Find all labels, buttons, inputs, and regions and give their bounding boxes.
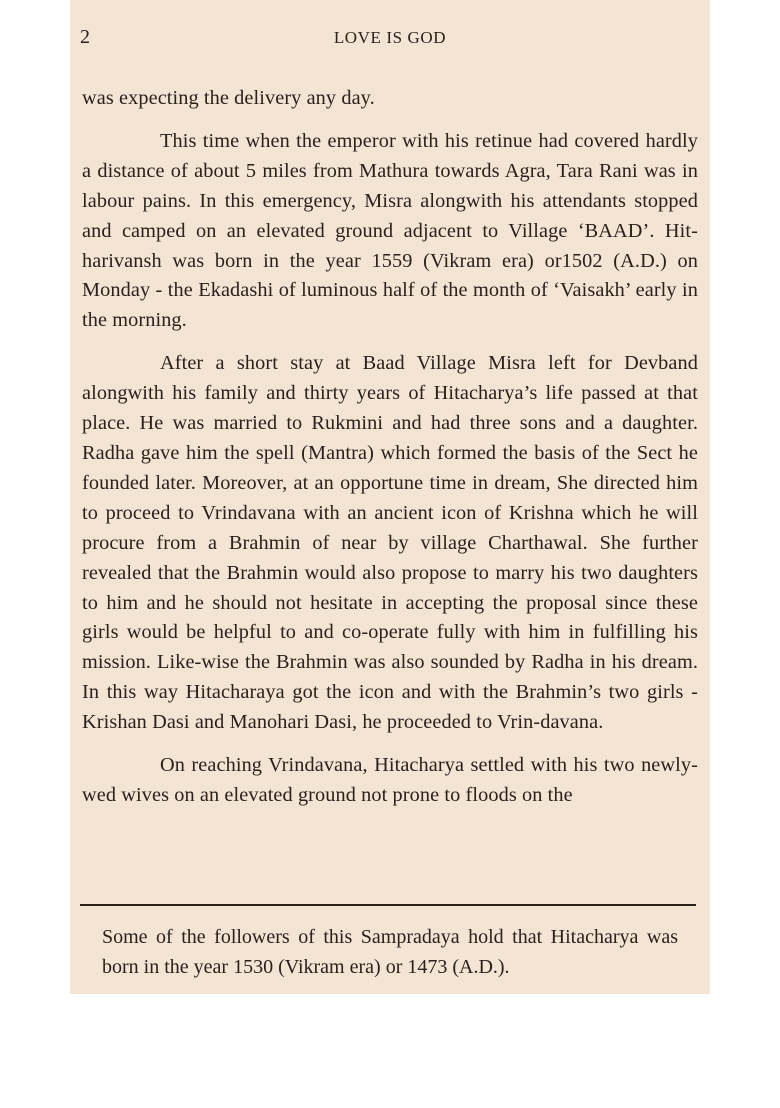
book-page [70, 0, 710, 994]
paragraph-vrindavana: On reaching Vrindavana, Hitacharya settled with his two newly-wed wives on an elevated ground not prone to floods on the [82, 754, 698, 806]
paragraph-birth: This time when the emperor with his retinue had covered hardly a distance of about 5 miles from Mathura towards Agra, Tara Rani was in labour pains. In this emergency, Misra alongwith his attendants stopped and camped on an elevated ground adjacent to Village ‘BAAD’. Hit-harivansh was born in the year 1559 (Vikram era) or1502 (A.D.) on Monday - the Ekadashi of luminous half of the month of ‘Vaisakh’ early in the morning. [82, 129, 698, 332]
page-number: 2 [80, 26, 91, 48]
body-text [82, 84, 698, 824]
page-header [70, 26, 710, 52]
running-head: LOVE IS GOD [333, 28, 447, 47]
footnote-divider [80, 904, 696, 906]
paragraph-devband: After a short stay at Baad Village Misra left for Devband alongwith his family and thirty years of Hitacharya’s life passed at that place. He was married to Rukmini and had three sons and a daughter. Radha gave him the spell (Mantra) which formed the basis of the Sect he founded later. Moreover, at an opportune time in dream, She directed him to proceed to Vrindavana with an ancient icon of Krishna which he will procure from a Brahmin of near by village Charthawal. She further revealed that the Brahmin would also propose to marry his two daughters to him and he should not hesitate in accepting the proposal since these girls would be helpful to and co-operate fully with him in fulfilling his mission. Like-wise the Brahmin was also sounded by Radha in his dream. In this way Hitacharaya got the icon and with the Brahmin’s two girls - Krishan Dasi and Manohari Dasi, he proceeded to Vrin-davana. [82, 352, 698, 734]
paragraph-continued: was expecting the delivery any day. [82, 87, 375, 109]
footnote: Some of the followers of this Sampradaya hold that Hitacharya was born in the year 1530 (Vikram era) or 1473 (A.D.). [102, 926, 678, 978]
